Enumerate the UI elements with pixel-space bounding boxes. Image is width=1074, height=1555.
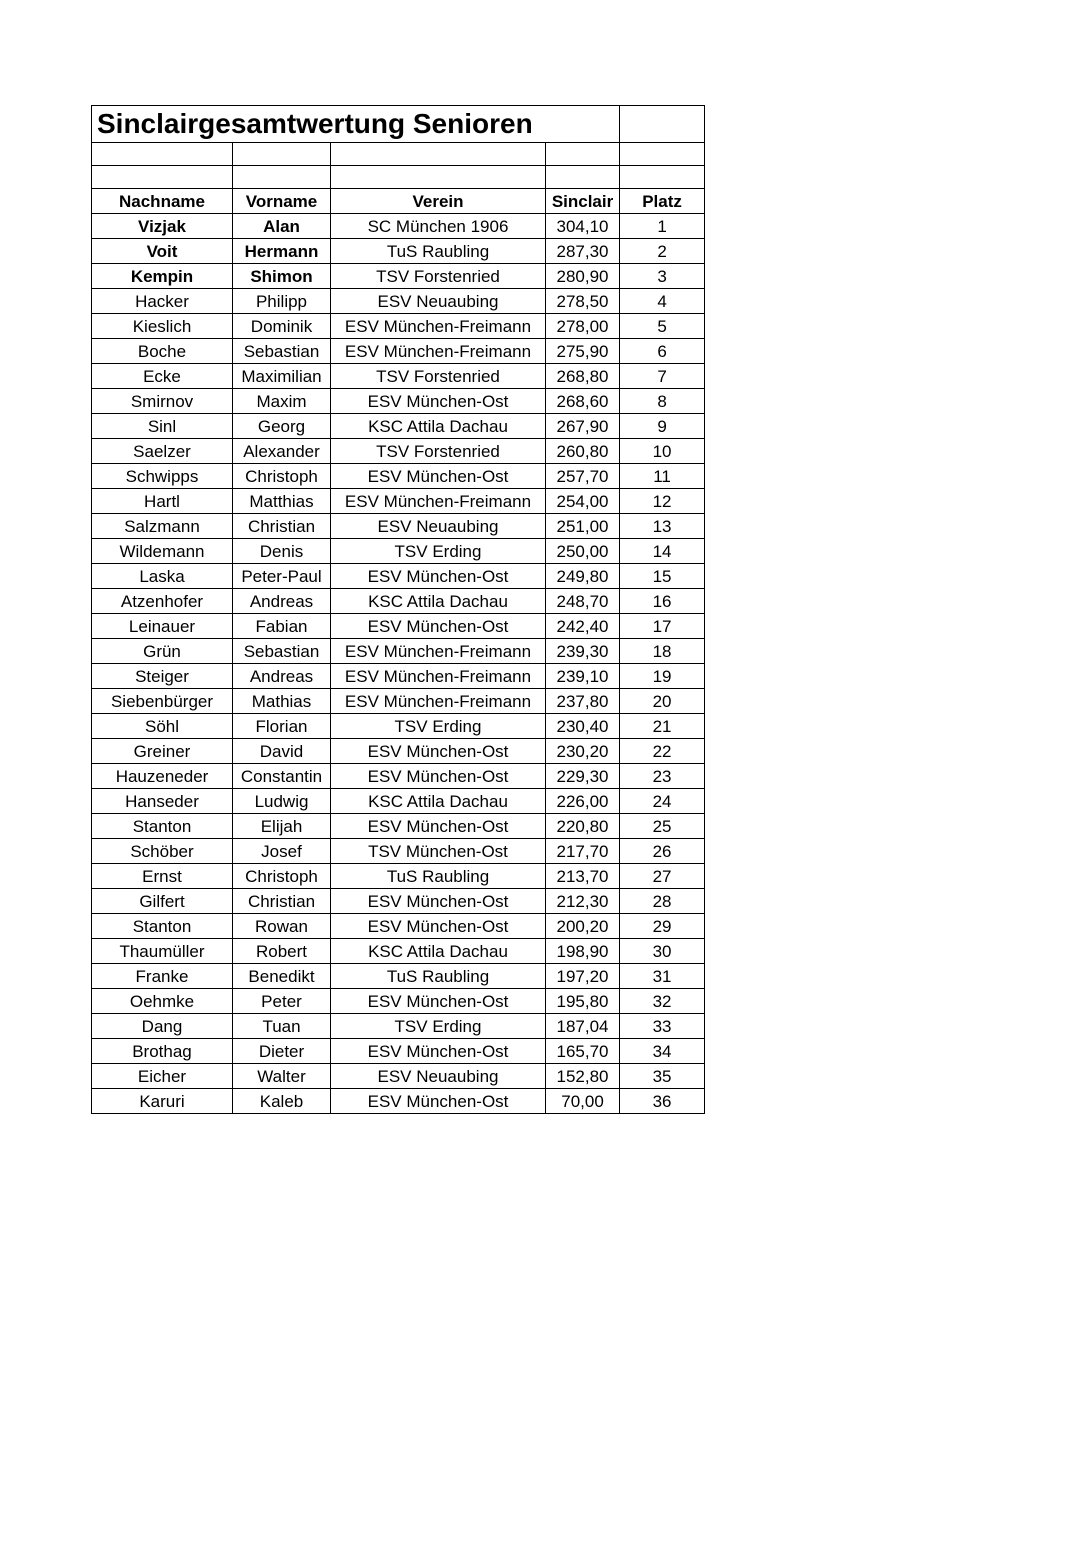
empty-cell [92, 143, 233, 166]
table-row [92, 439, 705, 464]
cell-sinclair: 152,80 [546, 1064, 620, 1089]
header-platz: Platz [620, 189, 705, 214]
table-row [92, 339, 705, 364]
cell-platz: 21 [620, 714, 705, 739]
cell-verein: TSV Forstenried [331, 439, 546, 464]
table-row [92, 614, 705, 639]
cell-nachname: Eicher [92, 1064, 233, 1089]
cell-vorname: Peter-Paul [233, 564, 331, 589]
cell-platz: 31 [620, 964, 705, 989]
cell-verein: ESV München-Freimann [331, 489, 546, 514]
cell-sinclair: 267,90 [546, 414, 620, 439]
cell-sinclair: 200,20 [546, 914, 620, 939]
table-row [92, 239, 705, 264]
cell-platz: 20 [620, 689, 705, 714]
cell-verein: ESV Neuaubing [331, 1064, 546, 1089]
table-row [92, 414, 705, 439]
cell-sinclair: 254,00 [546, 489, 620, 514]
cell-platz: 28 [620, 889, 705, 914]
cell-verein: ESV München-Ost [331, 389, 546, 414]
cell-sinclair: 275,90 [546, 339, 620, 364]
cell-verein: ESV München-Ost [331, 614, 546, 639]
cell-nachname: Wildemann [92, 539, 233, 564]
table-row [92, 889, 705, 914]
table-row [92, 964, 705, 989]
cell-sinclair: 237,80 [546, 689, 620, 714]
empty-cell [233, 166, 331, 189]
cell-verein: ESV München-Ost [331, 914, 546, 939]
cell-vorname: Kaleb [233, 1089, 331, 1114]
cell-verein: ESV München-Ost [331, 739, 546, 764]
cell-vorname: Shimon [233, 264, 331, 289]
table-row [92, 539, 705, 564]
cell-vorname: Maxim [233, 389, 331, 414]
header-vorname: Vorname [233, 189, 331, 214]
cell-vorname: David [233, 739, 331, 764]
cell-verein: ESV München-Ost [331, 889, 546, 914]
cell-platz: 19 [620, 664, 705, 689]
cell-nachname: Stanton [92, 914, 233, 939]
cell-sinclair: 260,80 [546, 439, 620, 464]
cell-verein: SC München 1906 [331, 214, 546, 239]
cell-nachname: Stanton [92, 814, 233, 839]
cell-sinclair: 239,30 [546, 639, 620, 664]
cell-nachname: Boche [92, 339, 233, 364]
cell-sinclair: 249,80 [546, 564, 620, 589]
cell-nachname: Ecke [92, 364, 233, 389]
cell-sinclair: 268,60 [546, 389, 620, 414]
cell-sinclair: 213,70 [546, 864, 620, 889]
cell-sinclair: 278,00 [546, 314, 620, 339]
cell-nachname: Gilfert [92, 889, 233, 914]
cell-verein: ESV München-Ost [331, 989, 546, 1014]
cell-nachname: Hauzeneder [92, 764, 233, 789]
cell-sinclair: 242,40 [546, 614, 620, 639]
empty-cell [546, 166, 620, 189]
cell-vorname: Christoph [233, 464, 331, 489]
cell-verein: ESV München-Ost [331, 764, 546, 789]
table-row [92, 389, 705, 414]
table-row [92, 589, 705, 614]
cell-sinclair: 197,20 [546, 964, 620, 989]
cell-vorname: Ludwig [233, 789, 331, 814]
table-row [92, 214, 705, 239]
cell-platz: 33 [620, 1014, 705, 1039]
cell-vorname: Mathias [233, 689, 331, 714]
cell-vorname: Benedikt [233, 964, 331, 989]
cell-vorname: Alan [233, 214, 331, 239]
cell-verein: TSV Erding [331, 714, 546, 739]
cell-sinclair: 304,10 [546, 214, 620, 239]
cell-sinclair: 70,00 [546, 1089, 620, 1114]
cell-platz: 24 [620, 789, 705, 814]
cell-sinclair: 229,30 [546, 764, 620, 789]
cell-platz: 12 [620, 489, 705, 514]
cell-nachname: Greiner [92, 739, 233, 764]
cell-platz: 3 [620, 264, 705, 289]
cell-vorname: Florian [233, 714, 331, 739]
cell-vorname: Rowan [233, 914, 331, 939]
cell-platz: 15 [620, 564, 705, 589]
cell-sinclair: 226,00 [546, 789, 620, 814]
cell-platz: 6 [620, 339, 705, 364]
header-row [92, 189, 705, 214]
cell-platz: 2 [620, 239, 705, 264]
empty-cell [92, 166, 233, 189]
table-row [92, 664, 705, 689]
cell-vorname: Josef [233, 839, 331, 864]
cell-verein: TSV Erding [331, 539, 546, 564]
table-row [92, 914, 705, 939]
cell-nachname: Hartl [92, 489, 233, 514]
table-row [92, 1064, 705, 1089]
cell-nachname: Karuri [92, 1089, 233, 1114]
cell-verein: ESV München-Ost [331, 1089, 546, 1114]
cell-sinclair: 217,70 [546, 839, 620, 864]
cell-vorname: Maximilian [233, 364, 331, 389]
cell-platz: 9 [620, 414, 705, 439]
header-nachname: Nachname [92, 189, 233, 214]
cell-platz: 34 [620, 1039, 705, 1064]
results-table [91, 105, 705, 1114]
cell-platz: 36 [620, 1089, 705, 1114]
cell-platz: 13 [620, 514, 705, 539]
cell-platz: 35 [620, 1064, 705, 1089]
cell-sinclair: 268,80 [546, 364, 620, 389]
cell-verein: KSC Attila Dachau [331, 939, 546, 964]
cell-vorname: Matthias [233, 489, 331, 514]
cell-vorname: Philipp [233, 289, 331, 314]
cell-vorname: Christoph [233, 864, 331, 889]
cell-platz: 23 [620, 764, 705, 789]
cell-vorname: Andreas [233, 589, 331, 614]
cell-platz: 22 [620, 739, 705, 764]
table-row [92, 864, 705, 889]
cell-nachname: Voit [92, 239, 233, 264]
empty-cell [233, 143, 331, 166]
cell-sinclair: 195,80 [546, 989, 620, 1014]
title-row [92, 106, 705, 143]
cell-vorname: Constantin [233, 764, 331, 789]
cell-platz: 10 [620, 439, 705, 464]
cell-sinclair: 287,30 [546, 239, 620, 264]
cell-verein: ESV Neuaubing [331, 289, 546, 314]
cell-vorname: Tuan [233, 1014, 331, 1039]
empty-cell [331, 166, 546, 189]
cell-verein: ESV München-Freimann [331, 339, 546, 364]
cell-sinclair: 251,00 [546, 514, 620, 539]
cell-sinclair: 220,80 [546, 814, 620, 839]
cell-nachname: Schöber [92, 839, 233, 864]
cell-vorname: Alexander [233, 439, 331, 464]
cell-verein: TuS Raubling [331, 864, 546, 889]
table-row [92, 1039, 705, 1064]
table-row [92, 464, 705, 489]
cell-vorname: Peter [233, 989, 331, 1014]
table-row [92, 939, 705, 964]
cell-verein: ESV München-Ost [331, 464, 546, 489]
table-row [92, 839, 705, 864]
cell-verein: TSV Forstenried [331, 364, 546, 389]
empty-cell [620, 166, 705, 189]
cell-platz: 26 [620, 839, 705, 864]
cell-vorname: Elijah [233, 814, 331, 839]
empty-cell [620, 106, 705, 143]
cell-verein: ESV München-Freimann [331, 639, 546, 664]
cell-sinclair: 239,10 [546, 664, 620, 689]
cell-verein: ESV München-Freimann [331, 314, 546, 339]
table-row [92, 1014, 705, 1039]
cell-nachname: Oehmke [92, 989, 233, 1014]
cell-platz: 25 [620, 814, 705, 839]
cell-platz: 14 [620, 539, 705, 564]
empty-cell [546, 143, 620, 166]
cell-vorname: Hermann [233, 239, 331, 264]
cell-verein: ESV München-Ost [331, 814, 546, 839]
table-row [92, 714, 705, 739]
cell-sinclair: 212,30 [546, 889, 620, 914]
table-row [92, 1089, 705, 1114]
cell-nachname: Thaumüller [92, 939, 233, 964]
cell-platz: 18 [620, 639, 705, 664]
cell-vorname: Georg [233, 414, 331, 439]
cell-nachname: Kieslich [92, 314, 233, 339]
cell-vorname: Christian [233, 514, 331, 539]
cell-nachname: Kempin [92, 264, 233, 289]
cell-nachname: Hacker [92, 289, 233, 314]
cell-verein: TSV Forstenried [331, 264, 546, 289]
table-row [92, 739, 705, 764]
cell-verein: TuS Raubling [331, 964, 546, 989]
cell-nachname: Söhl [92, 714, 233, 739]
cell-verein: TuS Raubling [331, 239, 546, 264]
cell-verein: ESV München-Ost [331, 1039, 546, 1064]
cell-vorname: Denis [233, 539, 331, 564]
cell-nachname: Sinl [92, 414, 233, 439]
cell-verein: KSC Attila Dachau [331, 789, 546, 814]
cell-nachname: Smirnov [92, 389, 233, 414]
table-row [92, 564, 705, 589]
cell-vorname: Dominik [233, 314, 331, 339]
cell-nachname: Ernst [92, 864, 233, 889]
cell-platz: 5 [620, 314, 705, 339]
cell-verein: TSV München-Ost [331, 839, 546, 864]
cell-verein: ESV München-Freimann [331, 689, 546, 714]
cell-platz: 29 [620, 914, 705, 939]
page-title: Sinclairgesamtwertung Senioren [92, 106, 620, 143]
cell-nachname: Dang [92, 1014, 233, 1039]
cell-vorname: Christian [233, 889, 331, 914]
spacer-row [92, 143, 705, 166]
table-row [92, 364, 705, 389]
cell-nachname: Schwipps [92, 464, 233, 489]
table-row [92, 814, 705, 839]
cell-nachname: Leinauer [92, 614, 233, 639]
cell-vorname: Walter [233, 1064, 331, 1089]
table-row [92, 789, 705, 814]
table-row [92, 264, 705, 289]
table-row [92, 639, 705, 664]
cell-platz: 16 [620, 589, 705, 614]
cell-verein: ESV München-Freimann [331, 664, 546, 689]
cell-vorname: Andreas [233, 664, 331, 689]
cell-sinclair: 230,40 [546, 714, 620, 739]
cell-nachname: Grün [92, 639, 233, 664]
cell-platz: 27 [620, 864, 705, 889]
cell-platz: 30 [620, 939, 705, 964]
cell-sinclair: 248,70 [546, 589, 620, 614]
header-verein: Verein [331, 189, 546, 214]
table-row [92, 764, 705, 789]
cell-sinclair: 280,90 [546, 264, 620, 289]
table-row [92, 289, 705, 314]
cell-nachname: Hanseder [92, 789, 233, 814]
table-row [92, 514, 705, 539]
cell-verein: KSC Attila Dachau [331, 589, 546, 614]
cell-vorname: Sebastian [233, 339, 331, 364]
cell-platz: 7 [620, 364, 705, 389]
empty-cell [620, 143, 705, 166]
header-sinclair: Sinclair [546, 189, 620, 214]
cell-platz: 32 [620, 989, 705, 1014]
cell-nachname: Saelzer [92, 439, 233, 464]
cell-verein: ESV Neuaubing [331, 514, 546, 539]
cell-nachname: Vizjak [92, 214, 233, 239]
cell-nachname: Laska [92, 564, 233, 589]
cell-vorname: Robert [233, 939, 331, 964]
cell-nachname: Franke [92, 964, 233, 989]
cell-sinclair: 165,70 [546, 1039, 620, 1064]
cell-nachname: Siebenbürger [92, 689, 233, 714]
cell-sinclair: 230,20 [546, 739, 620, 764]
cell-sinclair: 278,50 [546, 289, 620, 314]
cell-sinclair: 198,90 [546, 939, 620, 964]
cell-sinclair: 250,00 [546, 539, 620, 564]
table-row [92, 689, 705, 714]
cell-platz: 11 [620, 464, 705, 489]
cell-platz: 4 [620, 289, 705, 314]
cell-nachname: Salzmann [92, 514, 233, 539]
cell-verein: TSV Erding [331, 1014, 546, 1039]
cell-nachname: Atzenhofer [92, 589, 233, 614]
cell-verein: KSC Attila Dachau [331, 414, 546, 439]
empty-cell [331, 143, 546, 166]
cell-sinclair: 257,70 [546, 464, 620, 489]
cell-platz: 17 [620, 614, 705, 639]
cell-vorname: Fabian [233, 614, 331, 639]
cell-platz: 8 [620, 389, 705, 414]
cell-platz: 1 [620, 214, 705, 239]
cell-nachname: Steiger [92, 664, 233, 689]
cell-nachname: Brothag [92, 1039, 233, 1064]
table-row [92, 489, 705, 514]
cell-sinclair: 187,04 [546, 1014, 620, 1039]
cell-verein: ESV München-Ost [331, 564, 546, 589]
table-row [92, 989, 705, 1014]
table-row [92, 314, 705, 339]
cell-vorname: Dieter [233, 1039, 331, 1064]
cell-vorname: Sebastian [233, 639, 331, 664]
spacer-row [92, 166, 705, 189]
